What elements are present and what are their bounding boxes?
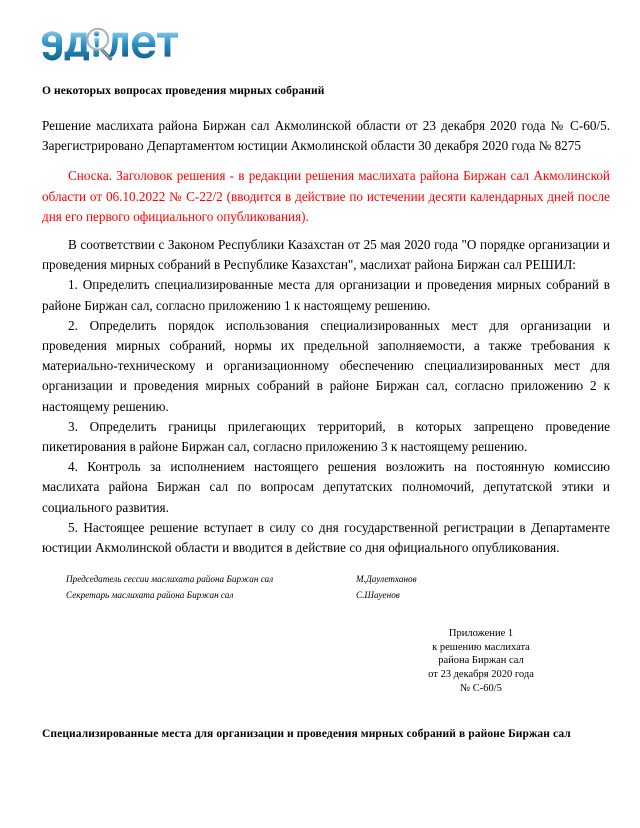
annex-title: Специализированные места для организации и проведения мирных собраний в районе Биржан сал — [42, 728, 571, 741]
appendix-line: от 23 декабря 2020 года — [428, 669, 534, 681]
clause-3: 3. Определить границы прилегающих территорий, в которых запрещено проведение пикетирования в районе Биржан сал, согласно приложению 3 к настоящему решению. — [42, 418, 610, 455]
signature-row — [66, 588, 610, 604]
appendix-reference — [42, 627, 610, 695]
appendix-line: Приложение 1 — [448, 628, 514, 640]
footnote-paragraph: Сноска. Заголовок решения - в редакции решения маслихата района Биржан сал Акмолинской области от 06.10.2022 № С-22/2 (вводится в действие по истечении десяти календарных дней после дня его первого официального опубликования). — [42, 168, 610, 224]
clause-4: 4. Контроль за исполнением настоящего решения возложить на постоянную комиссию маслихата района Биржан сал по вопросам депутатских полномочий, депутатской этики и социального развития. — [42, 459, 610, 515]
signatory-role: Секретарь маслихата района Биржан сал — [66, 589, 234, 600]
clause-2: 2. Определить порядок использования специализированных мест для организации и проведения мирных собраний, нормы их предельной заполняемости, а также требования к материально-техническому и организационному обеспечению специализированных мест для организации и проведения мирных собраний в районе Биржан сал, согласно приложению 2 к настоящему решению. — [42, 317, 610, 414]
site-logo[interactable] — [0, 0, 640, 62]
appendix-line: к решению маслихата — [432, 641, 530, 653]
page-title: О некоторых вопросах проведения мирных собраний — [42, 85, 325, 97]
clause-1: 1. Определить специализированные места для организации и проведения мирных собраний в районе Биржан сал, согласно приложению 1 к настоящему решению. — [42, 277, 610, 313]
appendix-line: № С-60/5 — [460, 682, 502, 694]
clause-5: 5. Настоящее решение вступает в силу со дня государственной регистрации в Департаменте юстиции Акмолинской области и вводится в действие со дня официального опубликования. — [42, 519, 610, 556]
signature-block — [42, 572, 610, 603]
appendix-line: района Биржан сал — [438, 655, 524, 667]
signatory-name: С.Шауенов — [356, 589, 400, 600]
signature-row — [66, 572, 610, 588]
preamble-paragraph: В соответствии с Законом Республики Казахстан от 25 мая 2020 года "О порядке организации и проведения мирных собраний в Республике Казахстан", маслихат района Биржан сал РЕШИЛ: — [42, 237, 610, 273]
registration-paragraph: Решение маслихата района Биржан сал Акмолинской области от 23 декабря 2020 года № С-60/5. Зарегистрировано Департаментом юстиции Акмолинской области 30 декабря 2020 года № 8275 — [42, 118, 610, 154]
adilet-logo-icon — [38, 26, 178, 66]
signatory-role: Председатель сессии маслихата района Биржан сал — [66, 574, 274, 585]
signatory-name: М.Даулетханов — [356, 574, 417, 585]
document-body — [0, 84, 640, 744]
